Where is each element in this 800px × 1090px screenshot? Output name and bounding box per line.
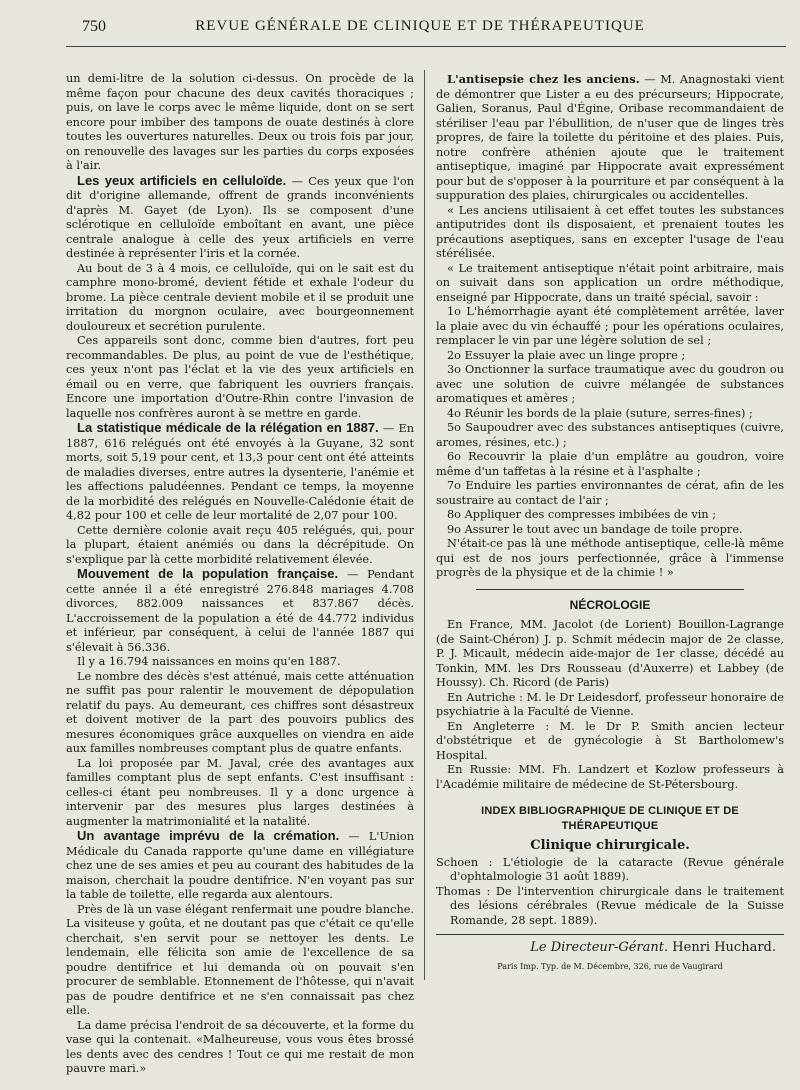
section-title: La statistique médicale de la rélégation en 1887.	[77, 420, 379, 435]
header-rule	[66, 46, 786, 47]
crem-paragraph-3: La dame précisa l'endroit de sa découverte, et la forme du vase qui la contenait. «Malheureuse, vous vous êtes brossé les dents avec des cendres ! Tout ce qui me restait de mon pauvre mari.»	[66, 1018, 414, 1075]
list-item: 3o Onctionner la surface traumatique avec du goudron ou avec une solution de cuivre mélangée de substances aromatiques et amères ;	[436, 363, 784, 405]
steps-list	[436, 305, 784, 537]
printer-line: Paris Imp. Typ. de M. Décembre, 326, rue de Vaugirard	[497, 961, 723, 971]
section-title: Les yeux artificiels en celluloïde.	[77, 172, 287, 188]
section-title: Mouvement de la population française.	[77, 566, 339, 581]
page-header	[60, 18, 780, 40]
necro-paragraph-3: En Angleterre : M. le Dr P. Smith ancien lecteur d'obstétrique et de gynécologie à St Bartholomew's Hospital.	[436, 719, 784, 762]
yeux-paragraph-2: Au bout de 3 à 4 mois, ce celluloïde, qui on le sait est du camphre mono-bromé, devient fétide et exhale l'odeur du brome. La pièce centrale devient mobile et il se produit une irritation du morgnon oculaire, avec bourgeonnement douloureux et secrétion purulente.	[66, 261, 414, 333]
reference: Thomas : De l'intervention chirurgicale dans le traitement des lésions cérébrales (Revue médicale de la Suisse Romande, 28 sept. 1889).	[436, 884, 784, 927]
section-title: Un avantage imprévu de la crémation.	[77, 828, 340, 843]
stat-paragraph: La statistique médicale de la rélégation en 1887. — En 1887, 616 relégués ont été envoyés à la Guyane, 32 sont morts, soit 5,19 pour cent, et 13,3 pour cent ont été atteints de maladies diverses, entre autres la dysenterie, l'anémie et les affections paludéennes. Pendant ce temps, la moyenne de la morbidité des relégués en Nouvelle-Calédonie était de 4,82 pour 100 et celle de leur mortalité de 2,07 pour 100.	[66, 420, 414, 522]
reference: Schoen : L'étiologie de la cataracte (Revue générale d'ophtalmologie 31 août 1889).	[436, 855, 784, 883]
yeux-paragraph-3: Ces appareils sont donc, comme bien d'autres, fort peu recommandables. De plus, au point de vue de l'esthétique, ces yeux n'ont pas l'éclat et la vie des yeux artificiels en émail ou en verre, que fabriquent les ouvriers français. Encore une importation d'Outre-Rhin contre l'invasion de laquelle nos confrères auront à se mettre en garde.	[66, 334, 414, 420]
index-title: INDEX BIBLIOGRAPHIQUE DE CLINIQUE ET DE THÉRAPEUTIQUE	[481, 805, 739, 832]
necro-paragraph: En France, MM. Jacolot (de Lorient) Bouillon-Lagrange (de Saint-Chéron) J. p. Schmit médecin major de 2e classe, P. J. Micault, médecin aide-major de 1er classe, décédé au Tonkin, MM. les Drs Rousseau (d'Auxerre) et Labbey (de Houssy). Ch. Ricord (de Paris)	[436, 618, 784, 689]
list-item: 2o Essuyer la plaie avec un linge propre ;	[447, 348, 686, 362]
anti-paragraph: L'antisepsie chez les anciens. — M. Anagnostaki vient de démontrer que Lister a eu des précurseurs; Hippocrate, Galien, Soranus, Paul d'Égine, Oribase recommandaient de stériliser l'eau par l'ébullition, de n'user que de linges très propres, de faire la toilette du péritoine et des plaies. Puis, notre confrère athénien ajoute que le traitement antiseptique, imaginé par Hippocrate avait expressément pour but de s'opposer à la pourriture et par conséquent à la suppuration des plaies, chirurgicales ou accidentelles.	[436, 72, 785, 202]
divider	[476, 589, 744, 590]
stat-paragraph-2: Cette dernière colonie avait reçu 405 relégués, qui, pour la plupart, étaient anémiés ou dans la décrépitude. On s'explique par là cette morbidité relativement élevée.	[66, 523, 414, 566]
anti-paragraph-3: « Le traitement antiseptique n'était point arbitraire, mais on suivait dans son application un ordre méthodique, enseigné par Hippocrate, dans un traité spécial, savoir :	[436, 261, 784, 304]
anti-paragraph-2: « Les anciens utilisaient à cet effet toutes les substances antiputrides dont ils disposaient, et prenaient toutes les précautions aseptiques, sans en excepter l'usage de l'eau stérélisée.	[436, 203, 784, 260]
list-item: 8o Appliquer des compresses imbibées de vin ;	[447, 508, 717, 521]
necro-paragraph-4: En Russie: MM. Fh. Landzert et Kozlow professeurs à l'Académie militaire de médecine de St-Pétersbourg.	[436, 763, 784, 791]
crem-paragraph: Un avantage imprévu de la crémation. — L'Union Médicale du Canada rapporte qu'une dame en villégiature chez une de ses amies et peu au courant des habitudes de la maison, cherchait la poudre dentifrice. N'en voyant pas sur la table de toilette, elle regarda aux alentours.	[66, 828, 415, 901]
list-item: 4o Réunir les bords de la plaie (suture, serres-fines) ;	[447, 406, 753, 420]
necro-paragraph-2: En Autriche : M. le Dr Leidesdorf, professeur honoraire de psychiatrie à la Faculté de Vienne.	[436, 690, 784, 718]
section-title: L'antisepsie chez les anciens.	[447, 72, 640, 86]
director-name: Henri Huchard.	[672, 940, 776, 955]
director-line	[436, 941, 784, 956]
list-item: 6o Recouvrir la plaie d'un emplâtre au goudron, voire même d'un taffetas à la résine et à l'asphalte ;	[436, 450, 784, 478]
running-title: REVUE GÉNÉRALE DE CLINIQUE ET DE THÉRAPEUTIQUE	[195, 18, 645, 34]
pop-paragraph-3: Le nombre des décès s'est atténué, mais cette atténuation ne suffit pas pour ralentir le mouvement de dépopulation relatif du pays. Au demeurant, ces chiffres sont désastreux et doivent motiver de la part des pouvoirs publics des mesures économiques grâce auxquelles on viendra en aide aux familles nombreuses comptant plus de quatre enfants.	[66, 669, 414, 755]
pop-paragraph: Mouvement de la population française. — Pendant cette année il a été enregistré 276.848 mariages 4.708 divorces, 882.009 naissances et 837.867 décès. L'accroissement de la population a été de 44.772 individus et inférieur, par conséquent, à celui de l'année 1887 qui s'élevait à 56.336.	[66, 566, 414, 654]
list-item: 5o Saupoudrer avec des substances antiseptiques (cuivre, aromes, résines, etc.) ;	[436, 421, 784, 449]
list-item: 1o L'hémorrhagie ayant été complètement arrêtée, laver la plaie avec du vin échauffé ; pour les opérations oculaires, remplacer le vin par une légère solution de sel ;	[436, 305, 784, 347]
list-item: 9o Assurer le tout avec un bandage de toile propre.	[447, 522, 743, 536]
necrologie-title: NÉCROLOGIE	[569, 597, 651, 612]
list-item: 7o Enduire les parties environnantes de cérat, afin de les soustraire au contact de l'air ;	[436, 479, 784, 507]
right-column	[436, 72, 784, 974]
divider	[436, 934, 784, 935]
yeux-paragraph: Les yeux artificiels en celluloïde. — Ces yeux que l'on dit d'origine allemande, offrent de grands inconvénients d'après M. Gayet (de Lyon). Ils se composent d'une sclérotique en celluloïde emboîtant en avant, une pièce centrale analogue à celle des yeux artificiels en verre destinée à représenter l'iris et la cornée.	[66, 172, 414, 260]
intro-paragraph: un demi-litre de la solution ci-dessus. On procède de la même façon pour chacune des deux cavités thoraciques ; puis, on lave le corps avec le même liquide, dont on se sert encore pour imbiber des tampons de ouate destinés à clore toutes les ouvertures naturelles. Deux ou trois fois par jour, on renouvelle des lavages sur les parties du corps exposées à l'air.	[66, 72, 414, 172]
pop-paragraph-2: Il y a 16.794 naissances en moins qu'en 1887.	[77, 655, 341, 668]
column-divider	[424, 70, 425, 980]
clinique-title: Clinique chirurgicale.	[530, 838, 690, 853]
anti-conclusion: N'était-ce pas là une méthode antiseptique, celle-là même qui est de nos jours perfectionnée, grâce à l'immense progrès de la physique et de la chimie ! »	[436, 537, 784, 579]
pop-paragraph-4: La loi proposée par M. Javal, crée des avantages aux familles comptant plus de sept enfants. C'est insuffisant : celles-ci étant peu nombreuses. Il y a donc urgence à intervenir par des mesures plus larges destinées à augmenter la matrimonialité et la natalité.	[66, 756, 414, 828]
page-number: 750	[82, 18, 106, 35]
crem-paragraph-2: Près de là un vase élégant renfermait une poudre blanche. La visiteuse y goûta, et ne doutant pas que c'était ce qu'elle cherchait, s'en servit pour se nettoyer les dents. Le lendemain, elle félicita son amie de l'excellence de sa poudre dentifrice et lui demanda où on pouvait s'en procurer de semblable. Etonnement de l'hôtesse, qui n'avait pas de poudre dentifrice et ne s'en connaissait pas chez elle.	[66, 902, 414, 1017]
left-column	[66, 72, 414, 1077]
director-label: Le Directeur-Gérant.	[530, 940, 669, 955]
